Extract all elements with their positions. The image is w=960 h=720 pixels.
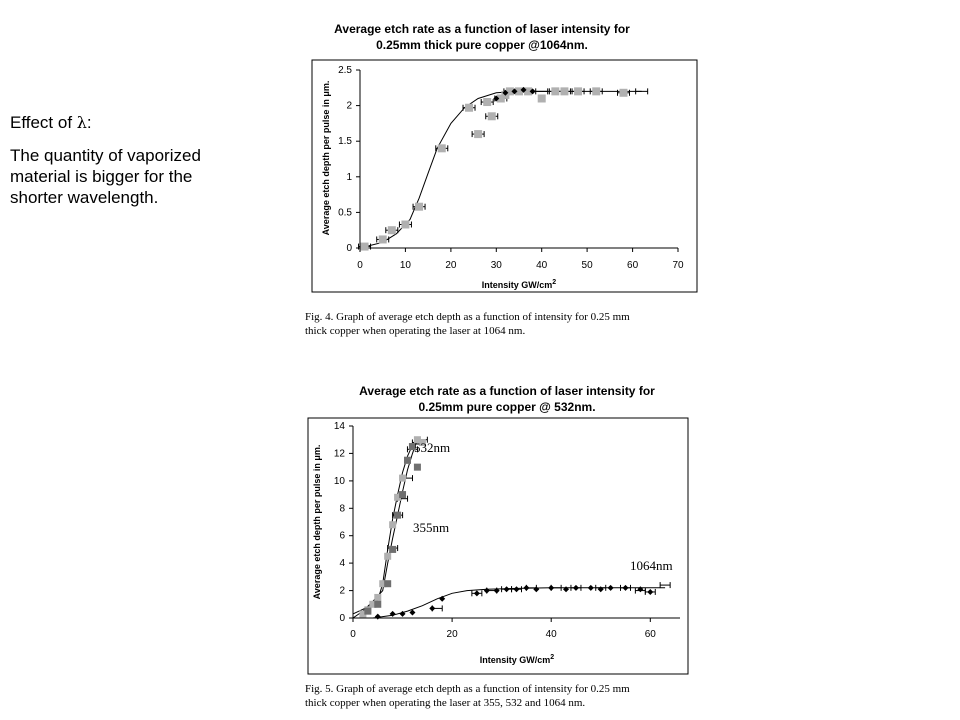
chart1-x-tick-label: 20: [445, 260, 457, 271]
data-point: [474, 130, 482, 138]
chart2-x-ticks: [350, 618, 656, 640]
data-point: [399, 475, 406, 482]
data-point: [504, 586, 510, 592]
data-point: [414, 464, 421, 471]
chart2-data: [353, 436, 670, 619]
data-point: [488, 112, 496, 120]
chart1-x-tick-label: 30: [490, 260, 502, 271]
chart2-y-tick-label: 0: [339, 613, 345, 624]
heading-prefix: Effect of: [10, 113, 77, 132]
data-point: [608, 585, 614, 591]
chart1-y-tick-label: 2: [346, 100, 352, 112]
chart2-y-tick-label: 2: [339, 585, 345, 597]
chart1-x-tick-label: 50: [581, 260, 593, 271]
data-point: [619, 89, 627, 97]
data-point: [483, 98, 491, 106]
data-point: [560, 87, 568, 95]
chart1-x-tick-label: 40: [536, 260, 548, 271]
chart2-y-tick-label: 10: [333, 475, 345, 487]
chart1-x-axis-label: [482, 279, 557, 290]
data-point: [598, 586, 604, 592]
data-point: [474, 590, 480, 596]
chart2-frame: [308, 418, 688, 674]
data-point: [533, 586, 539, 592]
chart2-caption-line: thick copper when operating the laser at 355, 532 and 1064 nm.: [305, 697, 586, 709]
data-point: [415, 203, 423, 211]
chart2-title-line: 0.25mm pure copper @ 532nm.: [418, 400, 596, 414]
chart2-annotation-1064nm: 1064nm: [630, 558, 673, 573]
data-point: [374, 601, 381, 608]
chart2-title-line: Average etch rate as a function of laser intensity for: [359, 384, 655, 398]
data-point: [574, 87, 582, 95]
data-point: [394, 512, 401, 519]
side-body-line: The quantity of vaporized: [10, 146, 201, 165]
fit-curve: [353, 440, 417, 618]
data-point: [384, 580, 391, 587]
data-point: [389, 521, 396, 528]
chart1-x-ticks: [357, 248, 684, 271]
chart2-y-tick-label: 8: [339, 503, 345, 515]
chart2-x-tick-label: 0: [350, 629, 356, 640]
side-heading: [10, 112, 295, 133]
fit-curve: [373, 588, 665, 618]
data-point: [538, 94, 546, 102]
chart1-y-tick-label: 1.5: [338, 136, 352, 148]
data-point: [588, 585, 594, 591]
data-point: [429, 605, 435, 611]
chart2-y-axis-label: Average etch depth per pulse in μm.: [312, 444, 322, 600]
side-body: [10, 145, 295, 208]
data-point: [401, 221, 409, 229]
chart1-title-line: 0.25mm thick pure copper @1064nm.: [376, 38, 588, 52]
chart1-y-tick-label: 0.5: [338, 207, 352, 219]
data-point: [399, 491, 406, 498]
chart2-y-ticks: [334, 421, 353, 624]
data-point: [592, 87, 600, 95]
chart1-y-tick-label: 2.5: [338, 65, 352, 76]
chart1-y-axis-label: Average etch depth per pulse in μm.: [321, 80, 331, 236]
chart1-x-tick-label: 60: [627, 260, 639, 271]
data-point: [388, 226, 396, 234]
chart2-x-tick-label: 20: [446, 629, 458, 640]
etch-chart-multi-wavelength: [300, 378, 720, 714]
chart2-caption-line: Fig. 5. Graph of average etch depth as a function of intensity for 0.25 mm: [305, 683, 630, 695]
chart1-x-axis-label-sup: 2: [552, 279, 557, 286]
chart1-x-tick-label: 10: [399, 260, 411, 271]
data-point: [379, 235, 387, 243]
chart2-x-tick-label: 40: [545, 629, 557, 640]
chart1-y-ticks: [338, 65, 360, 254]
chart1-y-tick-label: 0: [346, 243, 352, 254]
data-point: [573, 585, 579, 591]
chart1-x-axis-label-text: Intensity GW/cm: [481, 280, 553, 290]
data-point: [563, 586, 569, 592]
data-point: [514, 586, 520, 592]
heading-suffix: :: [86, 113, 92, 132]
side-text: [10, 112, 295, 208]
data-point: [548, 585, 554, 591]
data-point: [465, 104, 473, 112]
chart2-y-tick-label: 14: [333, 421, 345, 432]
chart2-x-axis-label-text: Intensity GW/cm: [479, 655, 551, 665]
chart2-y-tick-label: 6: [339, 530, 345, 542]
chart2-annotation-532nm: 532nm: [414, 440, 451, 455]
data-point: [375, 614, 381, 620]
chart1-title-line: Average etch rate as a function of laser intensity for: [334, 22, 630, 36]
data-point: [384, 553, 391, 560]
data-point: [623, 585, 629, 591]
chart2-x-axis-label: [480, 654, 555, 665]
data-point: [438, 144, 446, 152]
data-point: [523, 585, 529, 591]
chart2-x-axis-label-sup: 2: [550, 654, 555, 661]
chart1-caption-line: Fig. 4. Graph of average etch depth as a function of intensity for 0.25 mm: [305, 311, 630, 323]
chart1-x-tick-label: 0: [357, 260, 363, 271]
side-body-line: material is bigger for the: [10, 167, 193, 186]
chart1-y-tick-label: 1: [346, 171, 352, 183]
chart2-annotation-355nm: 355nm: [413, 520, 450, 535]
data-point: [404, 457, 411, 464]
data-point: [484, 588, 490, 594]
chart1-data: [359, 87, 648, 251]
lambda-symbol: λ: [76, 113, 87, 132]
chart1-caption-line: thick copper when operating the laser at 1064 nm.: [305, 325, 526, 337]
data-point: [389, 546, 396, 553]
data-point: [361, 243, 369, 251]
data-point: [374, 594, 381, 601]
chart2-y-tick-label: 4: [339, 558, 345, 570]
chart1-x-tick-label: 70: [672, 260, 684, 271]
chart2-x-tick-label: 60: [644, 629, 656, 640]
etch-chart-1064nm: [300, 12, 720, 347]
data-point: [637, 586, 643, 592]
data-point: [551, 87, 559, 95]
chart2-y-tick-label: 12: [333, 448, 345, 460]
data-point: [647, 589, 653, 595]
data-point: [364, 608, 371, 615]
side-body-line: shorter wavelength.: [10, 188, 159, 207]
